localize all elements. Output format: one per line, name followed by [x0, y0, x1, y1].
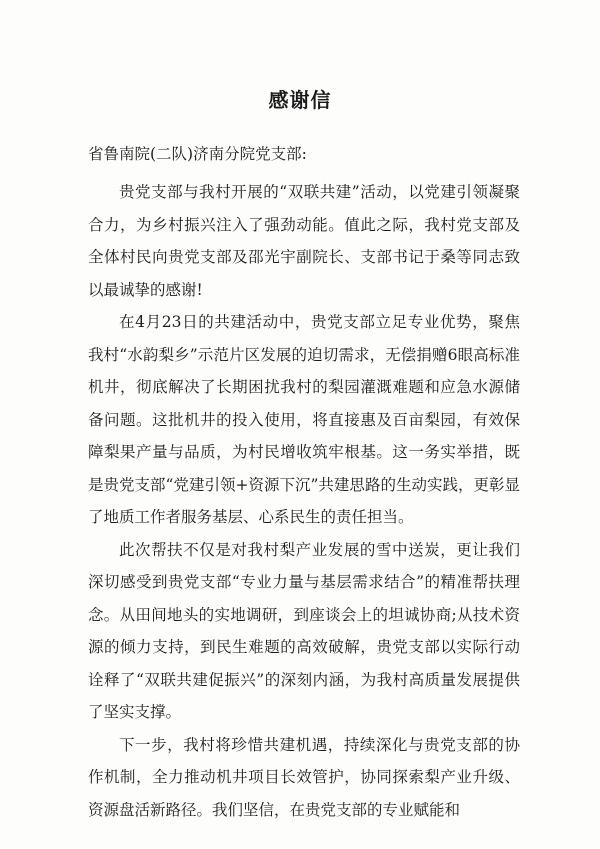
paragraph: 贵党支部与我村开展的“双联共建”活动，以党建引领凝聚合力，为乡村振兴注入了强劲动能。值此之际，我村党支部及全体村民向贵党支部及邵光宇副院长、支部书记于桑等同志致以最诚挚的感谢!: [88, 183, 520, 299]
letter-body: [88, 176, 520, 826]
paragraph: 在4月23日的共建活动中，贵党支部立足专业优势，聚焦我村“水韵梨乡”示范片区发展的迫切需求，无偿捐赠6眼高标准机井，彻底解决了长期困扰我村的梨园灌溉难题和应急水源储备问题。这批机井的投入使用，将直接惠及百亩梨园，有效保障梨果产量与品质，为村民增收筑牢根基。这一务实举措，既是贵党支部“党建引领+资源下沉”共建思路的生动实践，更彰显了地质工作者服务基层、心系民生的责任担当。: [88, 313, 520, 526]
letter-title: 感谢信: [268, 88, 332, 112]
letter-salutation: 省鲁南院(二队)济南分院党支部:: [88, 145, 307, 163]
paragraph: 此次帮扶不仅是对我村梨产业发展的雪中送炭，更让我们深切感受到贵党支部“专业力量与基层需求结合”的精准帮扶理念。从田间地头的实地调研，到座谈会上的坦诚协商;从技术资源的倾力支持，到民生难题的高效破解，贵党支部以实际行动诠释了“双联共建促振兴”的深刻内涵，为我村高质量发展提供了坚实支撑。: [88, 540, 520, 721]
paragraph: 下一步，我村将珍惜共建机遇，持续深化与贵党支部的协作机制，全力推动机井项目长效管护，协同探索梨产业升级、资源盘活新路径。我们坚信，在贵党支部的专业赋能和: [88, 735, 520, 819]
